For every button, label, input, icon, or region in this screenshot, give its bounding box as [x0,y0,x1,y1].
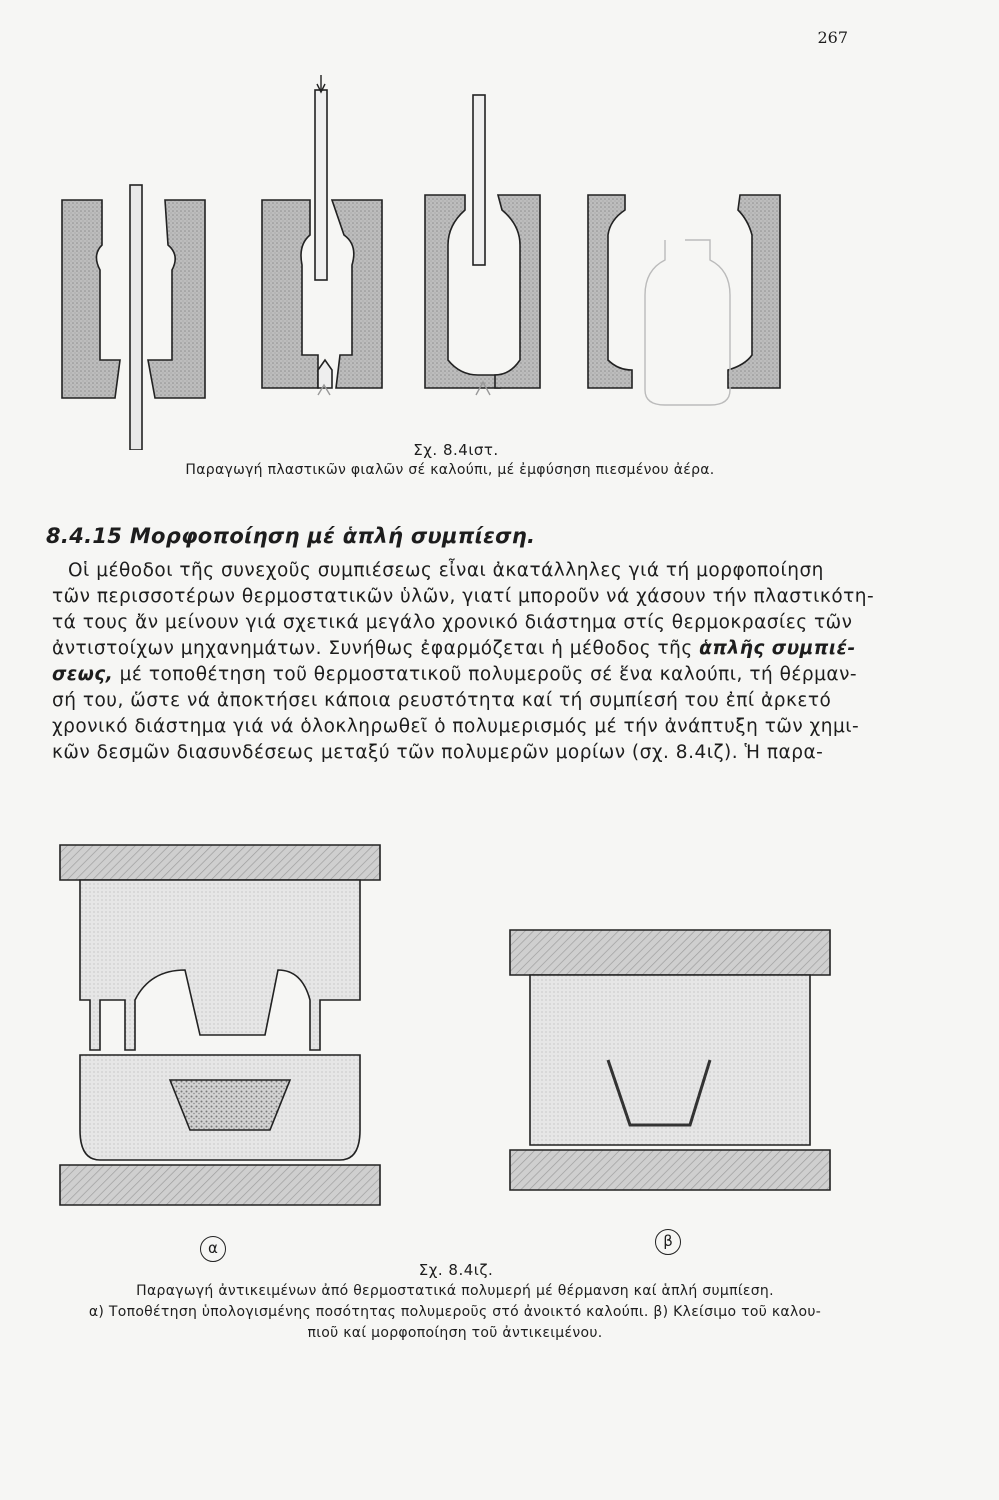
section-heading: 8.4.15 Μορφοποίηση μέ ἁπλή συμπίεση. [46,524,536,548]
parison-tube [130,185,142,450]
bottom-platen-a [60,1165,380,1205]
top-platen-a [60,845,380,880]
figure-top-caption: Παραγωγή πλαστικῶν φιαλῶν σέ καλούπι, μέ ἐμφύσηση πιεσμένου ἀέρα. [185,462,715,478]
figure-bottom-caption: Παραγωγή ἀντικειμένων ἀπό θερμοστατικά πολυμερή μέ θέρμανση καί ἁπλή συμπίεση. [136,1283,774,1299]
body-line: τῶν περισσοτέρων θερμοστατικῶν ὑλῶν, γιατί μποροῦν νά χάσουν τήν πλαστικότη- [52,586,875,607]
blow-pin [315,90,327,280]
polymer-charge [170,1080,290,1130]
label-b: β [655,1229,681,1255]
figure-bottom-caption: πιοῦ καί μορφοποίηση τοῦ ἀντικειμένου. [307,1325,603,1341]
emphasis-term: ἁπλῆς συμπιέ- [699,638,856,659]
body-text-run: ἀντιστοίχων μηχανημάτων. Συνήθως ἐφαρμόζεται ἡ μέθοδος τῆς [52,638,700,659]
body-line: κῶν δεσμῶν διασυνδέσεως μεταξύ τῶν πολυμερῶν μορίων (σχ. 8.4ιζ). Ἡ παρα- [52,742,824,763]
blow-pin-2 [473,95,485,265]
body-line: χρονικό διάστημα γιά νά ὁλοκληρωθεῖ ὁ πολυμερισμός μέ τήν ἀνάπτυξη τῶν χημι- [52,716,860,737]
top-platen-b [510,930,830,975]
figure-bottom-label: Σχ. 8.4ιζ. [418,1261,494,1279]
blow-molding-figure [40,70,820,450]
mold-stage-4 [588,195,780,388]
body-line: σή του, ὥστε νά ἀποκτήσει κάποια ρευστότητα καί τή συμπίεσή του ἐπί ἀρκετό [52,690,832,711]
body-paragraph [52,558,875,766]
label-a: α [200,1236,226,1262]
body-line: τά τους ἄν μείνουν γιά σχετικά μεγάλο χρονικό διάστημα στίς θερμοκρασίες τῶν [52,612,853,633]
body-line: Οἱ μέθοδοι τῆς συνεχοῦς συμπιέσεως εἶναι ἀκατάλληλες γιά τή μορφοποίηση [68,560,824,581]
punch-a [80,880,360,1050]
compression-molding-figure [40,830,900,1230]
figure-bottom-caption: α) Τοποθέτηση ὑπολογισμένης ποσότητας πολυμεροῦς στό ἀνοικτό καλούπι. β) Κλείσιμο τοῦ καλου- [88,1304,822,1320]
bottom-platen-b [510,1150,830,1190]
body-line [52,636,856,662]
page-number: 267 [817,28,848,47]
closed-mold-b [530,975,810,1145]
body-line [52,662,858,688]
body-text-run: μέ τοποθέτηση τοῦ θερμοστατικοῦ πολυμεροῦς σέ ἕνα καλούπι, τή θέρμαν- [113,664,858,685]
emphasis-term: σεως, [52,664,114,685]
finished-bottle [645,240,730,405]
figure-top-label: Σχ. 8.4ιστ. [413,441,499,459]
